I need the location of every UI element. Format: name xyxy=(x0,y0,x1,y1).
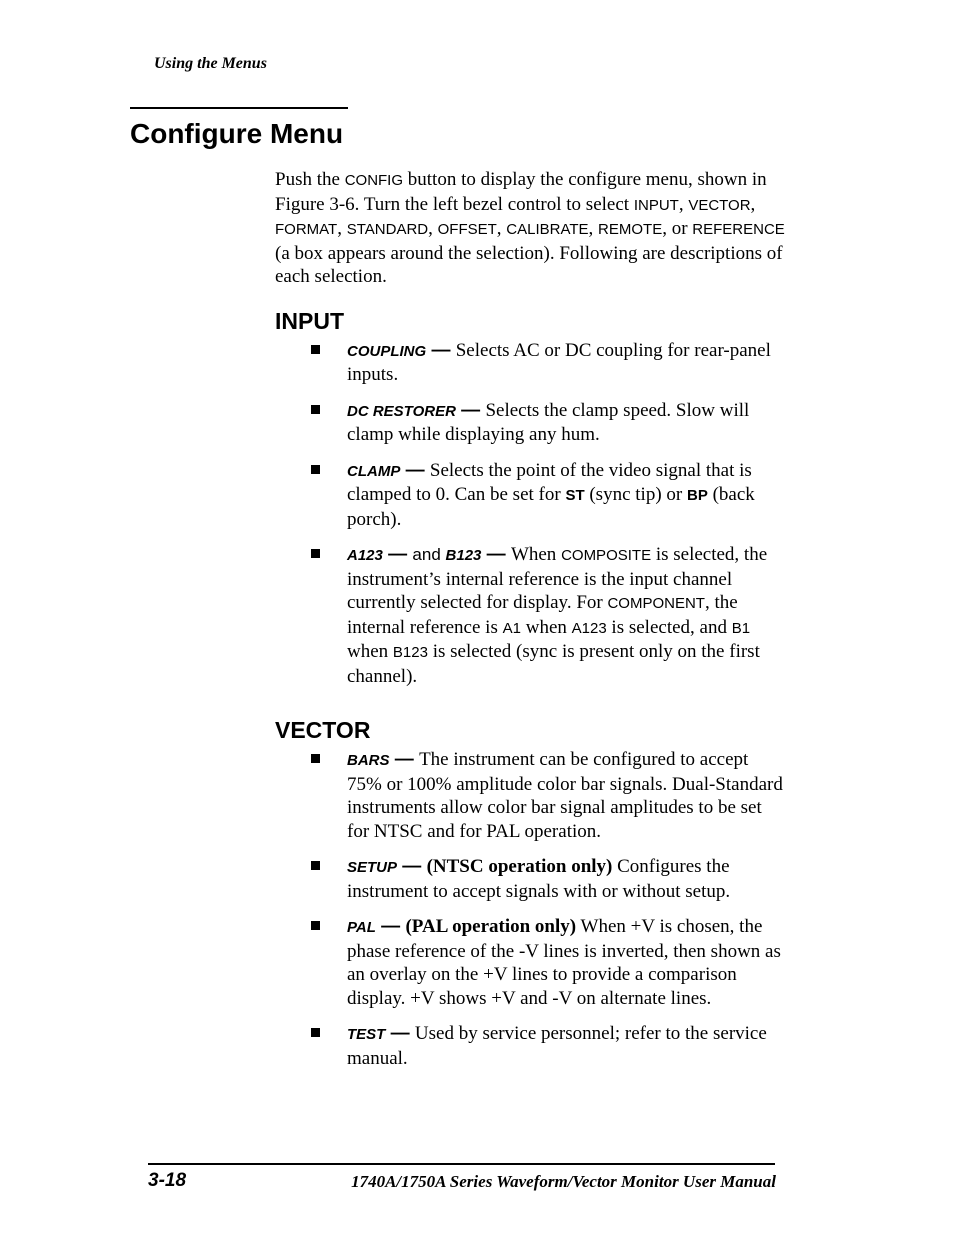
page-title: Configure Menu xyxy=(130,118,344,149)
list-item-bars: BARS — The instrument can be configured to accept 75% or 100% amplitude color bar signals. Dual-Standard instruments allow color bar signal amplitudes to be set for NTSC and for PAL operation. xyxy=(275,748,785,843)
menu-option-calibrate: CALIBRATE xyxy=(506,221,589,238)
bullet-icon xyxy=(311,1028,320,1037)
list-item-dc-restorer: DC RESTORER — Selects the clamp speed. Slow will clamp while displaying any hum. xyxy=(275,399,785,447)
running-head: Using the Menus xyxy=(154,55,267,72)
menu-option-format: FORMAT xyxy=(275,221,338,238)
term-bars: BARS xyxy=(347,752,390,769)
bullet-icon xyxy=(311,465,320,474)
vector-items-list xyxy=(275,748,785,1070)
list-item-a123-b123: A123 — and B123 — When COMPOSITE is selected, the instrument’s internal reference is the input channel currently selected for display. For COMPONENT, the internal reference is A1 when A123 is selected, and B1 when B123 is selected (sync is present only on the first channel). xyxy=(275,543,785,688)
option-st: ST xyxy=(565,487,585,504)
bullet-icon xyxy=(311,861,320,870)
menu-option-vector: VECTOR xyxy=(688,196,751,214)
bullet-icon xyxy=(311,345,320,354)
menu-option-offset: OFFSET xyxy=(437,221,497,238)
term-test: TEST xyxy=(347,1026,386,1043)
option-bp: BP xyxy=(686,487,708,504)
list-item-setup: SETUP — (NTSC operation only) Configures the instrument to accept signals with or without setup. xyxy=(275,855,785,903)
term-a123: A123 xyxy=(347,547,383,564)
list-item-test: TEST — Used by service personnel; refer to the service manual. xyxy=(275,1022,785,1070)
page-number: 3-18 xyxy=(148,1170,187,1191)
bullet-icon xyxy=(311,754,320,763)
term-dc-restorer: DC RESTORER xyxy=(347,402,456,420)
term-clamp: CLAMP xyxy=(347,462,401,480)
bullet-icon xyxy=(311,549,320,558)
intro-paragraph: Push the CONFIG button to display the configure menu, shown in Figure 3-6. Turn the left bezel control to select INPUT, VECTOR, FORMAT, STANDARD, OFFSET, CALIBRATE, REMOTE, or REFERENCE (a box appears around the selection). Following are descriptions of each selection. xyxy=(275,169,785,287)
title-rule xyxy=(130,107,348,109)
list-item-coupling: COUPLING — Selects AC or DC coupling for rear-panel inputs. xyxy=(275,339,785,387)
term-pal: PAL xyxy=(347,919,376,936)
list-item-clamp: CLAMP — Selects the point of the video signal that is clamped to 0. Can be set for ST (sync tip) or BP (back porch). xyxy=(275,459,785,532)
input-items-list xyxy=(275,339,785,689)
menu-option-input: INPUT xyxy=(633,196,679,214)
term-b123: B123 xyxy=(445,547,482,564)
body-column xyxy=(275,168,785,1082)
config-button-ref: CONFIG xyxy=(344,172,404,189)
section-heading-vector: VECTOR xyxy=(275,717,371,743)
list-item-pal: PAL — (PAL operation only) When +V is chosen, the phase reference of the -V lines is inverted, then shown as an overlay on the +V lines to provide a comparison display. +V shows +V and -V on alternate lines. xyxy=(275,915,785,1010)
term-coupling: COUPLING xyxy=(347,342,427,360)
bullet-icon xyxy=(311,921,320,930)
footer-rule xyxy=(148,1163,775,1165)
menu-option-remote: REMOTE xyxy=(598,221,663,238)
menu-option-reference: REFERENCE xyxy=(692,221,785,238)
section-heading-input: INPUT xyxy=(275,307,344,334)
bullet-icon xyxy=(311,405,320,414)
term-setup: SETUP xyxy=(347,859,398,876)
menu-option-standard: STANDARD xyxy=(346,221,429,238)
manual-title: 1740A/1750A Series Waveform/Vector Monitor User Manual xyxy=(351,1172,776,1191)
